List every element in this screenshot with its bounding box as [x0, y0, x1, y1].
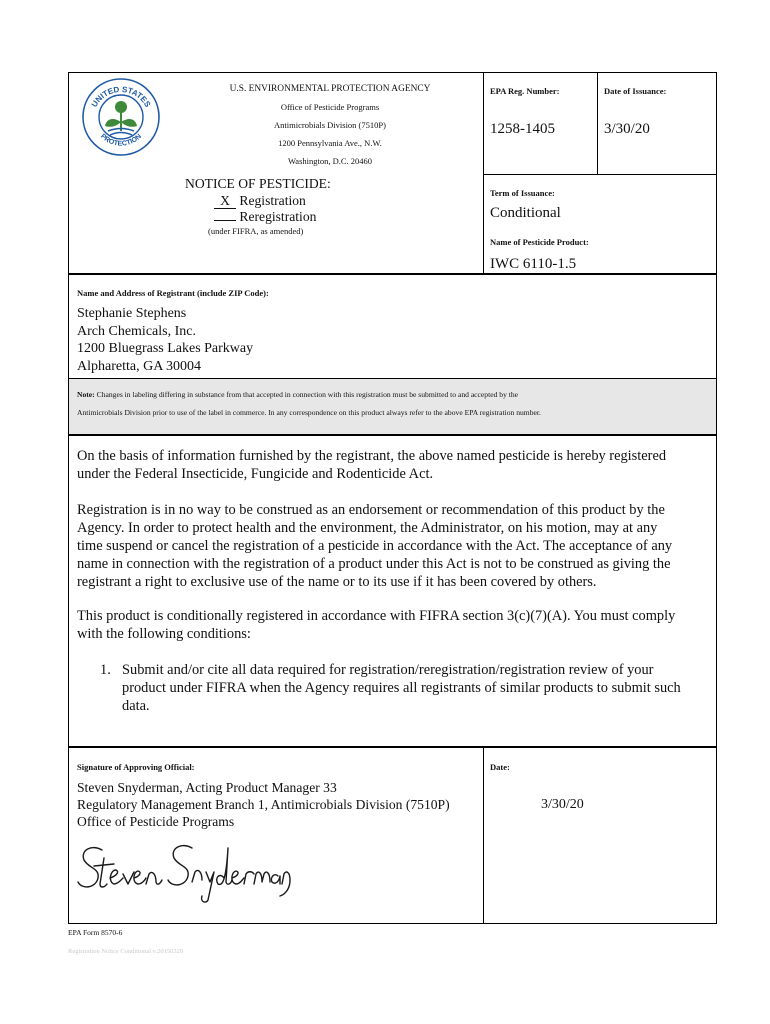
term-label: Term of Issuance: [490, 188, 555, 198]
divider-note-top [68, 378, 717, 379]
sign-date-value: 3/30/20 [541, 797, 584, 812]
divider-signature [68, 746, 717, 748]
product-value: IWC 6110-1.5 [490, 256, 577, 272]
agency-name: U.S. ENVIRONMENTAL PROTECTION AGENCY [229, 84, 431, 94]
body-line: On the basis of information furnished by the registrant, the above named pesticide is hereby registered [77, 448, 667, 464]
registration-label: Registration [239, 193, 306, 208]
term-value: Conditional [490, 205, 561, 221]
signature-line: Office of Pesticide Programs [77, 814, 235, 829]
reg-number-label: EPA Reg. Number: [490, 86, 560, 96]
body-line: time suspend or cancel the registration of a pesticide in accordance with the Act. The acceptance of any [77, 538, 673, 554]
handwritten-signature [74, 838, 294, 904]
divider-sign-date [483, 746, 484, 924]
condition-item [122, 661, 681, 715]
reg-number-value: 1258-1405 [490, 121, 555, 137]
issuance-date-label: Date of Issuance: [604, 86, 667, 96]
body-paragraph-2 [77, 501, 672, 591]
registrant-line: Alpharetta, GA 30004 [77, 359, 202, 375]
body-line: Agency. In order to protect health and the environment, the Administrator, on his motion, may at any [77, 520, 658, 536]
reregistration-checkmark [214, 220, 236, 221]
agency-division: Antimicrobials Division (7510P) [274, 120, 386, 130]
body-line: This product is conditionally registered in accordance with FIFRA section 3(c)(7)(A). You must comply [77, 608, 676, 624]
body-line: with the following conditions: [77, 626, 251, 642]
registrant-line: Stephanie Stephens [77, 306, 187, 321]
body-line: registrant a right to exclusive use of the name or to its use if it has been covered by others. [77, 574, 597, 590]
body-paragraph-1 [77, 447, 666, 483]
reregistration-label: Reregistration [239, 209, 317, 224]
divider-term [483, 174, 717, 175]
body-line: product under FIFRA when the Agency requires all registrants of similar products to submit such [122, 680, 681, 696]
body-line: Registration is in no way to be construed as an endorsement or recommendation of this product by the [77, 502, 665, 518]
note-label: Note: [77, 390, 95, 399]
registration-option [214, 193, 306, 209]
product-label: Name of Pesticide Product: [490, 237, 589, 247]
registration-checkmark: X [214, 194, 236, 209]
registrant-label: Name and Address of Registrant (include ZIP Code): [77, 288, 269, 298]
body-line: Submit and/or cite all data required for registration/reregistration/registration review of your [122, 662, 654, 678]
form-number: EPA Form 8570-6 [68, 928, 123, 937]
body-line: name in connection with the registration of a product under this Act is not to be construed as giving the [77, 556, 671, 572]
signature-line: Steven Snyderman, Acting Product Manager 33 [77, 780, 337, 795]
note-text-1: Changes in labeling differing in substance from that accepted in connection with this registration must be submitted to and accepted by the [96, 390, 519, 399]
svg-text:PROTECTION: PROTECTION [99, 132, 143, 148]
notice-under: (under FIFRA, as amended) [208, 226, 304, 236]
note-line-1 [77, 390, 518, 399]
handwritten-signature-text: Steven Snyderman [74, 838, 82, 839]
divider-regnum-date [597, 72, 598, 174]
signature-official [77, 779, 450, 830]
notice-title: NOTICE OF PESTICIDE: [185, 176, 331, 191]
sign-date-label: Date: [490, 762, 510, 772]
agency-city: Washington, D.C. 20460 [287, 156, 373, 166]
registrant-address [77, 305, 253, 376]
divider-note-bottom [68, 434, 717, 436]
registrant-line: Arch Chemicals, Inc. [77, 323, 196, 339]
agency-office: Office of Pesticide Programs [280, 102, 380, 112]
form-version-watermark: Registration Notice Conditional v.20150320 [68, 948, 184, 955]
registrant-line: 1200 Bluegrass Lakes Parkway [77, 341, 254, 357]
condition-number: 1. [100, 662, 111, 678]
reregistration-option [214, 209, 316, 225]
divider-header-right [483, 72, 484, 273]
body-line: under the Federal Insecticide, Fungicide and Rodenticide Act. [77, 466, 434, 482]
note-text-2: Antimicrobials Division prior to use of the label in commerce. In any correspondence on this product always refer to the above EPA registration number. [77, 408, 541, 417]
agency-street: 1200 Pennsylvania Ave., N.W. [278, 138, 382, 148]
note-band [69, 379, 716, 434]
signature-label: Signature of Approving Official: [77, 762, 195, 772]
body-line: data. [122, 698, 150, 714]
epa-seal-icon [80, 76, 162, 158]
divider-registrant [68, 273, 717, 275]
issuance-date-value: 3/30/20 [604, 121, 650, 137]
signature-line: Regulatory Management Branch 1, Antimicrobials Division (7510P) [77, 797, 450, 812]
body-paragraph-3 [77, 607, 675, 643]
svg-text:UNITED STATES: UNITED STATES [89, 84, 153, 109]
